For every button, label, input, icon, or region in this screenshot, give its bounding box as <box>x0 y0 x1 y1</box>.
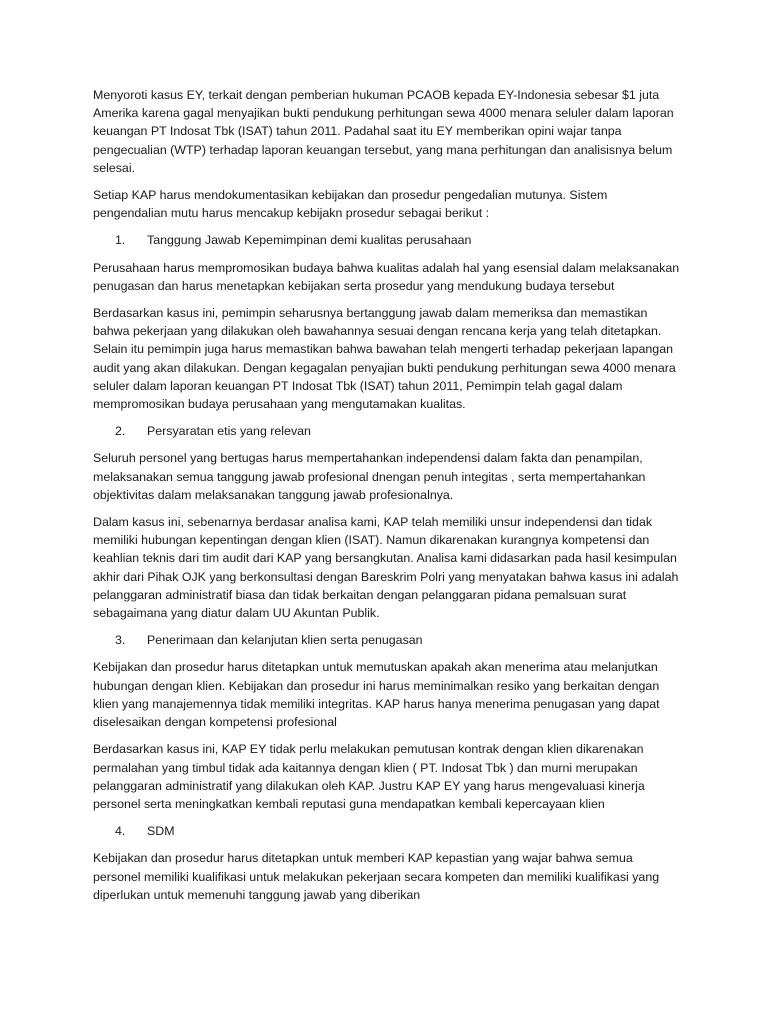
list-item-1 <box>93 231 683 249</box>
paragraph-intro: Menyoroti kasus EY, terkait dengan pemberian hukuman PCAOB kepada EY-Indonesia sebesar $1 juta Amerika karena gagal menyajikan bukti pendukung perhitungan sewa 4000 menara seluler dalam laporan keuangan PT Indosat Tbk (ISAT) tahun 2011. Padahal saat itu EY memberikan opini wajar tanpa pengecualian (WTP) terhadap laporan keuangan tersebut, yang mana perhitungan dan analisisnya belum selesai. <box>93 88 674 175</box>
list-item-text: SDM <box>147 824 175 839</box>
list-number: 4. <box>115 824 126 839</box>
paragraph-client-acceptance: Kebijakan dan prosedur harus ditetapkan untuk memutuskan apakah akan menerima atau melanjutkan hubungan dengan klien. Kebijakan dan prosedur ini harus meminimalkan resiko yang berkaitan dengan klien yang manajemennya tidak memiliki integritas. KAP harus hanya menerima penugasan yang dapat diselesaikan dengan kompetensi profesional <box>93 660 660 730</box>
list-item-4 <box>93 822 683 840</box>
paragraph-leadership-analysis: Berdasarkan kasus ini, pemimpin seharusnya bertanggung jawab dalam memeriksa dan memastikan bahwa pekerjaan yang dilakukan oleh bawahannya sesuai dengan rencana kerja yang telah ditetapkan. Selain itu pemimpin juga harus memastikan bahwa bawahan telah mengerti terhadap pekerjaan lapangan audit yang akan dilakukan. Dengan kegagalan penyajian bukti pendukung perhitungan sewa 4000 menara seluler dalam laporan keuangan PT Indosat Tbk (ISAT) tahun 2011, Pemimpin telah gagal dalam mempromosikan budaya perusahaan yang mengutamakan kualitas. <box>93 306 676 412</box>
list-item-text: Tanggung Jawab Kepemimpinan demi kualitas perusahaan <box>147 233 472 248</box>
paragraph-ethics: Seluruh personel yang bertugas harus mempertahankan independensi dalam fakta dan penampilan, melaksanakan semua tanggung jawab profesional dnengan penuh integitas , serta mempertahankan objektivitas dalam melaksanakan tanggung jawab profesionalnya. <box>93 451 646 502</box>
document-page <box>93 86 683 913</box>
list-number: 1. <box>115 233 126 248</box>
paragraph-client-analysis: Berdasarkan kasus ini, KAP EY tidak perlu melakukan pemutusan kontrak dengan klien dikarenakan permalahan yang timbul tidak ada kaitannya dengan klien ( PT. Indosat Tbk ) dan murni merupakan pelanggaran administratif yang dilakukan oleh KAP. Justru KAP EY yang harus mengevaluasi kinerja personel serta meningkatkan kembali reputasi guna mendapatkan kembali kepercayaan klien <box>93 742 645 811</box>
list-item-text: Penerimaan dan kelanjutan klien serta penugasan <box>147 633 423 648</box>
paragraph-hr: Kebijakan dan prosedur harus ditetapkan untuk memberi KAP kepastian yang wajar bahwa semua personel memiliki kualifikasi untuk melakukan pekerjaan secara kompeten dan memiliki kualifikasi yang diperlukan untuk memenuhi tanggung jawab yang diberikan <box>93 851 660 902</box>
paragraph-ethics-analysis: Dalam kasus ini, sebenarnya berdasar analisa kami, KAP telah memiliki unsur independensi dan tidak memiliki hubungan kepentingan dengan klien (ISAT). Namun dikarenakan kurangnya kompetensi dan keahlian teknis dari tim audit dari KAP yang bersangkutan. Analisa kami didasarkan pada hasil kesimpulan akhir dari Pihak OJK yang berkonsultasi dengan Bareskrim Polri yang menyatakan bahwa kasus ini adalah pelanggaran administratif biasa dan tidak berkaitan dengan pelanggaran pidana pemalsuan surat sebagaimana yang diatur dalam UU Akuntan Publik. <box>93 515 679 621</box>
paragraph-kap-system: Setiap KAP harus mendokumentasikan kebijakan dan prosedur pengedalian mutunya. Sistem pengendalian mutu harus mencakup kebijakn prosedur sebagai berikut : <box>93 188 608 221</box>
list-number: 2. <box>115 424 126 439</box>
paragraph-quality-culture: Perusahaan harus mempromosikan budaya bahwa kualitas adalah hal yang esensial dalam melaksanakan penugasan dan harus menetapkan kebijakan serta prosedur yang mendukung budaya tersebut <box>93 260 680 293</box>
list-number: 3. <box>115 633 126 648</box>
list-item-3 <box>93 631 683 649</box>
list-item-2 <box>93 422 683 440</box>
list-item-text: Persyaratan etis yang relevan <box>147 424 311 439</box>
